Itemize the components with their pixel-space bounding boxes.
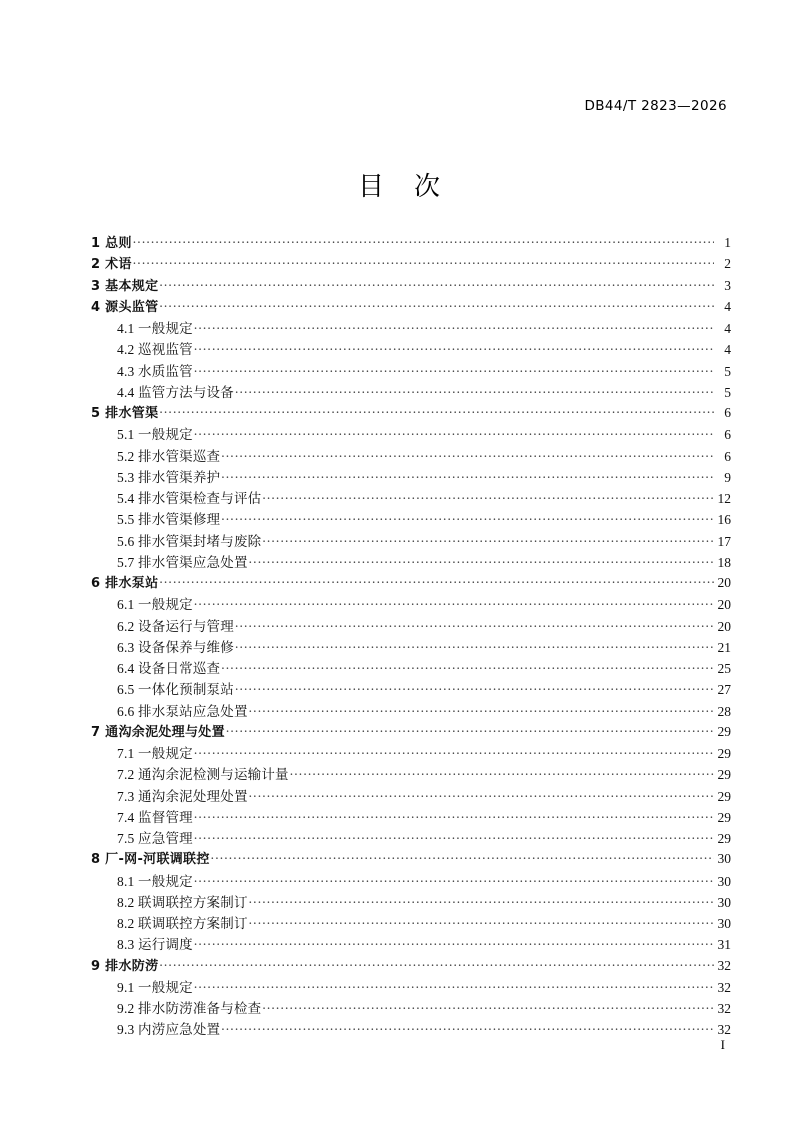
toc-entry-label: 5.2 排水管渠巡查	[117, 448, 221, 464]
toc-leader-dots	[262, 1000, 714, 1014]
toc-entry-label: 6.2 设备运行与管理	[117, 618, 234, 634]
toc-entry-page-number: 29	[717, 746, 731, 761]
toc-leader-dots	[235, 681, 714, 695]
toc-leader-dots	[249, 787, 714, 801]
toc-entry[interactable]	[91, 955, 731, 976]
toc-entry-page-number: 12	[717, 491, 731, 506]
toc-leader-dots	[133, 234, 714, 247]
toc-entry-page-number: 29	[717, 723, 731, 739]
toc-entry[interactable]	[117, 615, 731, 636]
toc-entry-label: 4.3 水质监管	[117, 363, 193, 379]
toc-entry[interactable]	[117, 997, 731, 1018]
toc-leader-dots	[235, 638, 714, 652]
toc-leader-dots	[194, 830, 714, 844]
toc-entry[interactable]	[117, 381, 731, 402]
toc-leader-dots	[194, 745, 714, 759]
toc-entry-label: 5.4 排水管渠检查与评估	[117, 491, 262, 506]
toc-leader-dots	[159, 277, 714, 290]
toc-entry-page-number: 4	[724, 342, 731, 358]
toc-entry[interactable]	[117, 445, 731, 466]
toc-entry[interactable]	[91, 275, 731, 296]
toc-entry[interactable]	[117, 891, 731, 912]
toc-entry-page-number: 29	[717, 809, 731, 825]
toc-entry[interactable]	[117, 551, 731, 572]
toc-entry-page-number: 5	[724, 384, 731, 400]
toc-entry[interactable]	[117, 763, 731, 784]
toc-entry-label: 4 源头监管	[91, 299, 159, 315]
toc-entry[interactable]	[117, 466, 731, 487]
toc-entry[interactable]	[117, 360, 731, 381]
toc-leader-dots	[249, 702, 714, 716]
table-of-contents	[91, 232, 731, 1040]
toc-entry[interactable]	[117, 827, 731, 848]
toc-leader-dots	[290, 766, 714, 780]
toc-entry-page-number: 20	[717, 618, 731, 634]
toc-entry-label: 8.3 运行调度	[117, 937, 193, 953]
toc-leader-dots	[221, 447, 714, 461]
toc-entry[interactable]	[117, 742, 731, 763]
toc-leader-dots	[194, 341, 714, 355]
toc-entry-label: 4.1 一般规定	[117, 321, 193, 336]
toc-entry-page-number: 28	[717, 703, 731, 719]
toc-leader-dots	[194, 320, 714, 334]
toc-entry[interactable]	[117, 636, 731, 657]
toc-leader-dots	[249, 915, 714, 929]
toc-entry-label: 7.5 应急管理	[117, 831, 193, 846]
toc-entry-label: 7.1 一般规定	[117, 746, 193, 761]
toc-entry-page-number: 32	[717, 1001, 731, 1016]
toc-entry-label: 6.4 设备日常巡查	[117, 661, 221, 676]
toc-entry-label: 2 术语	[91, 257, 132, 273]
toc-entry-page-number: 4	[724, 298, 731, 314]
toc-entry-label: 6.6 排水泵站应急处置	[117, 703, 248, 719]
toc-entry[interactable]	[117, 933, 731, 954]
toc-entry-label: 6.1 一般规定	[117, 597, 193, 613]
toc-entry-page-number: 20	[717, 575, 731, 590]
toc-entry-page-number: 32	[717, 979, 731, 995]
toc-entry-page-number: 16	[717, 512, 731, 528]
toc-entry-page-number: 20	[717, 597, 731, 613]
toc-entry-label: 6.3 设备保养与维修	[117, 639, 234, 655]
toc-entry[interactable]	[117, 530, 731, 551]
toc-entry-label: 5.1 一般规定	[117, 427, 193, 443]
toc-entry[interactable]	[117, 487, 731, 508]
toc-entry[interactable]	[117, 806, 731, 827]
toc-entry[interactable]	[117, 912, 731, 933]
toc-entry[interactable]	[117, 870, 731, 891]
toc-entry-page-number: 2	[724, 256, 731, 272]
toc-entry-label: 6 排水泵站	[91, 576, 159, 591]
toc-leader-dots	[262, 490, 714, 504]
toc-entry-page-number: 30	[717, 851, 731, 867]
toc-entry-page-number: 25	[717, 661, 731, 676]
toc-entry[interactable]	[117, 657, 731, 678]
toc-leader-dots	[194, 426, 714, 440]
toc-entry-page-number: 6	[724, 427, 731, 443]
toc-leader-dots	[262, 532, 714, 546]
toc-entry-label: 8.2 联调联控方案制订	[117, 894, 248, 910]
toc-leader-dots	[226, 723, 714, 736]
toc-entry-page-number: 1	[724, 235, 731, 250]
toc-leader-dots	[221, 1021, 714, 1035]
toc-entry-label: 9 排水防涝	[91, 958, 159, 974]
toc-entry-page-number: 3	[724, 277, 731, 293]
toc-entry-page-number: 27	[717, 682, 731, 698]
toc-entry-page-number: 6	[724, 448, 731, 464]
toc-leader-dots	[221, 511, 714, 525]
toc-leader-dots	[235, 617, 714, 631]
toc-entry-label: 1 总则	[91, 236, 132, 251]
toc-leader-dots	[249, 893, 714, 907]
toc-entry[interactable]	[91, 572, 731, 593]
toc-entry[interactable]	[91, 253, 731, 274]
toc-entry[interactable]	[117, 338, 731, 359]
toc-entry-label: 5 排水管渠	[91, 406, 159, 421]
toc-leader-dots	[194, 808, 714, 822]
toc-entry-label: 6.5 一体化预制泵站	[117, 682, 234, 698]
toc-entry-page-number: 32	[717, 1022, 731, 1038]
toc-entry-label: 8 厂-网-河联调联控	[91, 852, 210, 868]
toc-entry-page-number: 5	[724, 363, 731, 379]
toc-entry-page-number: 30	[717, 894, 731, 910]
toc-entry-page-number: 9	[724, 469, 731, 485]
toc-entry-page-number: 29	[717, 831, 731, 846]
toc-leader-dots	[194, 362, 714, 376]
toc-entry-page-number: 32	[717, 957, 731, 973]
toc-leader-dots	[159, 298, 714, 311]
toc-leader-dots	[133, 255, 714, 268]
toc-entry-label: 9.3 内涝应急处置	[117, 1022, 221, 1038]
toc-entry-label: 8.1 一般规定	[117, 873, 193, 889]
toc-entry-page-number: 17	[717, 533, 731, 549]
toc-leader-dots	[159, 404, 714, 417]
toc-entry[interactable]	[117, 317, 731, 338]
toc-leader-dots	[194, 872, 714, 886]
toc-entry-label: 9.2 排水防涝准备与检查	[117, 1001, 262, 1016]
page-number-folio: I	[720, 1037, 725, 1052]
toc-leader-dots	[211, 850, 714, 863]
toc-entry[interactable]	[117, 423, 731, 444]
toc-entry-label: 7.4 监督管理	[117, 809, 193, 825]
toc-entry-page-number: 29	[717, 788, 731, 804]
toc-entry-page-number: 29	[717, 767, 731, 783]
toc-entry[interactable]	[117, 976, 731, 997]
toc-entry-page-number: 31	[717, 937, 731, 953]
toc-entry[interactable]	[117, 593, 731, 614]
toc-leader-dots	[194, 596, 714, 610]
toc-entry[interactable]	[91, 848, 731, 869]
toc-leader-dots	[221, 660, 714, 674]
toc-entry-label: 7.3 通沟余泥处理处置	[117, 788, 248, 804]
toc-leader-dots	[159, 957, 714, 970]
toc-entry-page-number: 4	[724, 321, 731, 336]
toc-entry[interactable]	[117, 1018, 731, 1039]
toc-leader-dots	[194, 936, 714, 950]
toc-entry[interactable]	[117, 678, 731, 699]
toc-entry-page-number: 18	[717, 554, 731, 570]
toc-leader-dots	[221, 468, 714, 482]
toc-entry[interactable]	[117, 700, 731, 721]
toc-entry-page-number: 6	[724, 405, 731, 420]
toc-entry-label: 3 基本规定	[91, 278, 159, 294]
toc-entry[interactable]	[91, 402, 731, 423]
page-title: 目 次	[357, 172, 442, 202]
toc-entry-label: 5.6 排水管渠封堵与废除	[117, 533, 262, 549]
toc-entry-label: 5.5 排水管渠修理	[117, 512, 221, 528]
toc-entry[interactable]	[91, 296, 731, 317]
toc-entry-label: 5.7 排水管渠应急处置	[117, 554, 248, 570]
toc-entry-label: 8.2 联调联控方案制订	[117, 916, 248, 931]
toc-leader-dots	[194, 978, 714, 992]
toc-leader-dots	[249, 553, 714, 567]
toc-entry-label: 4.4 监管方法与设备	[117, 384, 234, 400]
toc-entry[interactable]	[117, 508, 731, 529]
toc-entry-label: 7.2 通沟余泥检测与运输计量	[117, 767, 289, 783]
toc-entry[interactable]	[91, 232, 731, 253]
standard-code-header: DB44/T 2823—2026	[584, 98, 727, 114]
toc-leader-dots	[159, 574, 714, 587]
toc-leader-dots	[235, 383, 714, 397]
toc-entry-page-number: 30	[717, 916, 731, 931]
toc-entry-label: 7 通沟余泥处理与处置	[91, 724, 225, 740]
toc-entry-label: 5.3 排水管渠养护	[117, 469, 221, 485]
toc-entry-page-number: 21	[717, 639, 731, 655]
toc-entry-page-number: 30	[717, 873, 731, 889]
toc-entry[interactable]	[117, 785, 731, 806]
toc-entry-label: 4.2 巡视监管	[117, 342, 193, 358]
toc-entry-label: 9.1 一般规定	[117, 979, 193, 995]
toc-entry[interactable]	[91, 721, 731, 742]
